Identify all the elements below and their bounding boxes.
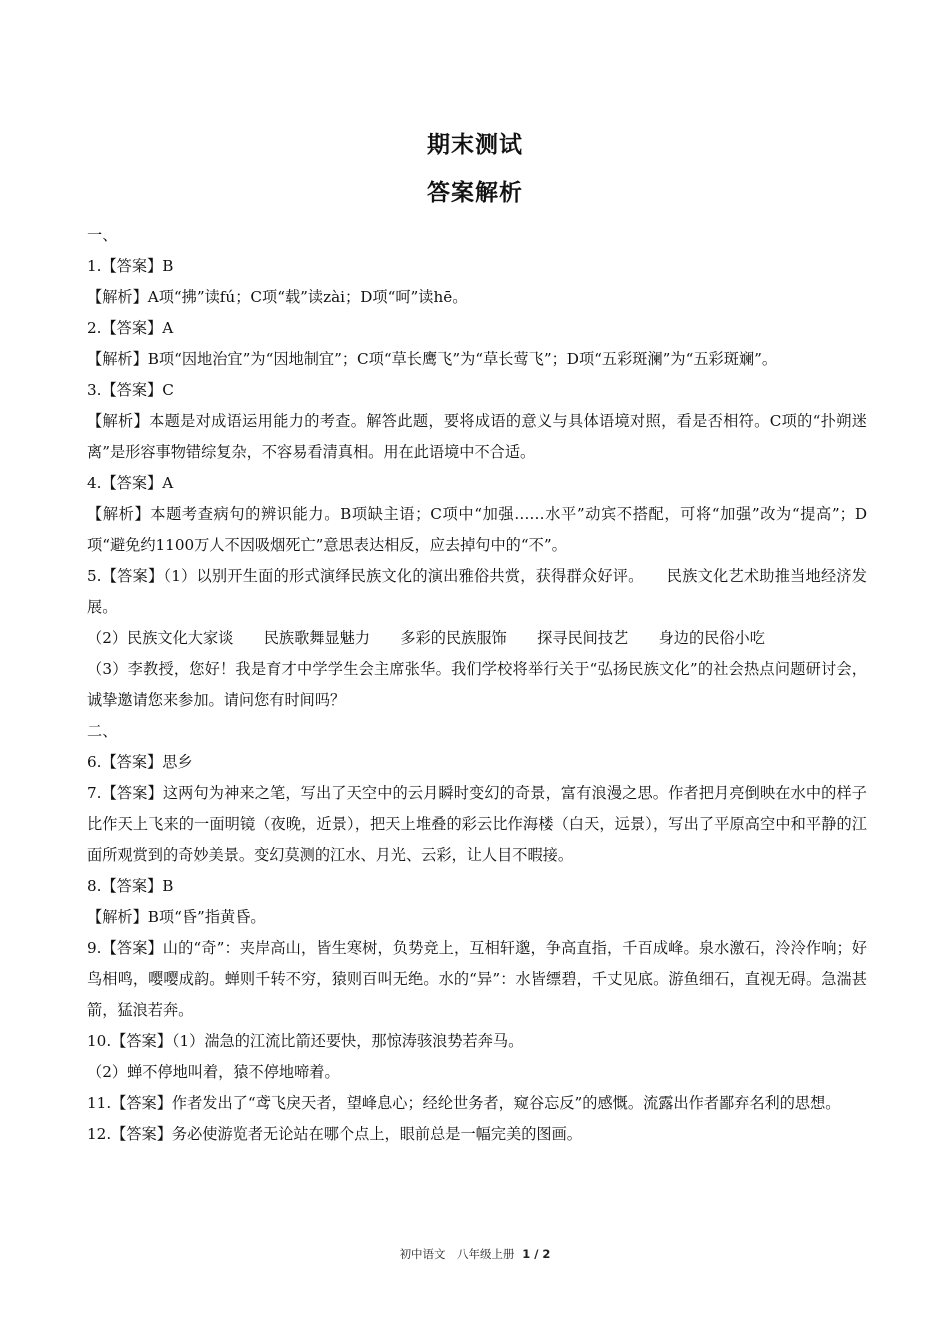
analysis-line: 【解析】B项“因地治宜”为“因地制宜”；C项“草长鹰飞”为“草长莺飞”；D项“五彩斑澜”为“五彩斑斓”。 [87, 350, 778, 368]
answer-content [87, 220, 867, 1150]
page-number: 1 / 2 [522, 1247, 551, 1261]
page-title: 期末测试 [427, 132, 523, 158]
answer-line: 12.【答案】务必使游览者无论站在哪个点上，眼前总是一幅完美的图画。 [87, 1125, 582, 1143]
answer-subline: （3）李教授，您好！我是育才中学学生会主席张华。我们学校将举行关于“弘扬民族文化”的社会热点问题研讨会，诚挚邀请您来参加。请问您有时间吗？ [87, 660, 867, 709]
answer-line: 5.【答案】（1）以别开生面的形式演绎民族文化的演出雅俗共赏，获得群众好评。 民族文化艺术助推当地经济发展。 [87, 567, 867, 616]
page-footer [0, 1246, 950, 1262]
analysis-line: 【解析】本题是对成语运用能力的考查。解答此题，要将成语的意义与具体语境对照，看是否相符。C项的“扑朔迷离”是形容事物错综复杂，不容易看清真相。用在此语境中不合适。 [87, 412, 867, 461]
answer-line: 8.【答案】B [87, 877, 174, 895]
analysis-line: 【解析】A项“拂”读fú；C项“载”读zài；D项“呵”读hē。 [87, 288, 468, 306]
analysis-line: 【解析】本题考查病句的辨识能力。B项缺主语；C项中“加强……水平”动宾不搭配，可将“加强”改为“提高”；D项“避免约1100万人不因吸烟死亡”意思表达相反，应去掉句中的“不”。 [87, 505, 867, 554]
answer-line: 9.【答案】山的“奇”：夹岸高山，皆生寒树，负势竞上，互相轩邈，争高直指，千百成峰。泉水激石，泠泠作响；好鸟相鸣，嘤嘤成韵。蝉则千转不穷，猿则百叫无绝。水的“异”：水皆缥碧，千丈见底。游鱼细石，直视无碍。急湍甚箭，猛浪若奔。 [87, 939, 867, 1019]
answer-line: 11.【答案】作者发出了“鸢飞戾天者，望峰息心；经纶世务者，窥谷忘反”的感慨。流露出作者鄙弃名利的思想。 [87, 1094, 841, 1112]
page-subtitle: 答案解析 [427, 180, 523, 206]
section-heading: 二、 [87, 722, 118, 740]
answer-line: 7.【答案】这两句为神来之笔，写出了天空中的云月瞬时变幻的奇景，富有浪漫之思。作者把月亮倒映在水中的样子比作天上飞来的一面明镜（夜晚，近景），把天上堆叠的彩云比作海楼（白天，远景），写出了平原高空中和平静的江面所观赏到的奇妙美景。变幻莫测的江水、月光、云彩，让人目不暇接。 [87, 784, 867, 864]
answer-subline: （2）民族文化大家谈 民族歌舞显魅力 多彩的民族服饰 探寻民间技艺 身边的民俗小吃 [87, 629, 765, 647]
answer-line: 6.【答案】思乡 [87, 753, 193, 771]
analysis-line: 【解析】B项“昏”指黄昏。 [87, 908, 266, 926]
footer-subject: 初中语文 八年级上册 [399, 1247, 515, 1261]
answer-line: 3.【答案】C [87, 381, 174, 399]
answer-line: 4.【答案】A [87, 474, 174, 492]
section-heading: 一、 [87, 226, 118, 244]
answer-line: 1.【答案】B [87, 257, 174, 275]
answer-line: 2.【答案】A [87, 319, 174, 337]
answer-line: 10.【答案】（1）湍急的江流比箭还要快，那惊涛骇浪势若奔马。 [87, 1032, 524, 1050]
answer-subline: （2）蝉不停地叫着，猿不停地啼着。 [87, 1063, 340, 1081]
